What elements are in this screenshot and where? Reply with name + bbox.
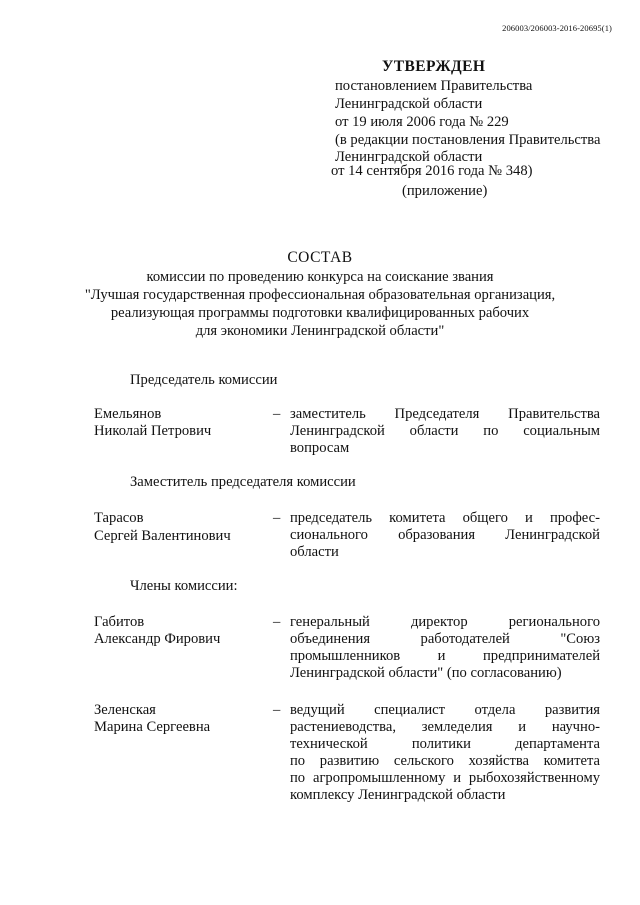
member-dash: – [273,406,281,422]
member-surname: Габитов [94,614,145,630]
position-line: промышленников и предпринимателей [290,648,600,664]
member-position [290,702,600,804]
member-position [290,406,600,457]
approval-line: Ленинградской области [335,96,483,112]
position-line: ведущий специалист отдела развития [290,702,600,718]
position-line: по развитию сельского хозяйства комитета [290,753,600,769]
member-dash: – [273,510,281,526]
position-line: вопросам [290,440,350,456]
member-position [290,510,600,561]
member-given-name: Сергей Валентинович [94,528,231,544]
composition-line: реализующая программы подготовки квалифицированных рабочих [110,305,530,321]
member-given-name: Николай Петрович [94,423,212,439]
composition-line: для экономики Ленинградской области" [195,323,445,339]
approval-line: (в редакции постановления Правительства [335,132,601,148]
composition-line: комиссии по проведению конкурса на соискание звания [146,269,494,285]
member-surname: Тарасов [94,510,144,526]
member-given-name: Марина Сергеевна [94,719,211,735]
approval-line: от 19 июля 2006 года № 229 [335,114,509,130]
position-line: технической политики департамента [290,736,600,752]
approval-line: от 14 сентября 2016 года № 348) [331,163,533,179]
approval-title: УТВЕРЖДЕН [382,58,486,75]
position-line: по агропромышленному и рыбохозяйственному [290,770,600,786]
position-line: сионального образования Ленинградской [290,527,600,543]
members-label: Члены комиссии: [130,578,238,594]
member-given-name: Александр Фирович [94,631,221,647]
position-line: генеральный директор регионального [290,614,600,630]
composition-line: "Лучшая государственная профессиональная образовательная организация, [84,287,556,303]
member-surname: Емельянов [94,406,162,422]
position-line: председатель комитета общего и профес- [290,510,600,526]
position-line: области [290,544,339,560]
approval-line: Ленинградской области [335,149,483,165]
composition-title: СОСТАВ [287,249,353,266]
position-line: объединения работодателей "Союз [290,631,600,647]
position-line: комплексу Ленинградской области [290,787,506,803]
member-surname: Зеленская [94,702,156,718]
member-position [290,614,600,682]
member-dash: – [273,614,281,630]
position-line: заместитель Председателя Правительства [290,406,600,422]
member-dash: – [273,702,281,718]
approval-line: постановлением Правительства [335,78,533,94]
position-line: растениеводства, земледелия и научно- [290,719,600,735]
position-line: Ленинградской области по социальным [290,423,600,439]
deputy-label: Заместитель председателя комиссии [130,474,356,490]
appendix-label: (приложение) [402,183,488,199]
chair-label: Председатель комиссии [130,372,278,388]
position-line: Ленинградской области" (по согласованию) [290,665,562,681]
document-number: 206003/206003-2016-20695(1) [502,23,612,33]
